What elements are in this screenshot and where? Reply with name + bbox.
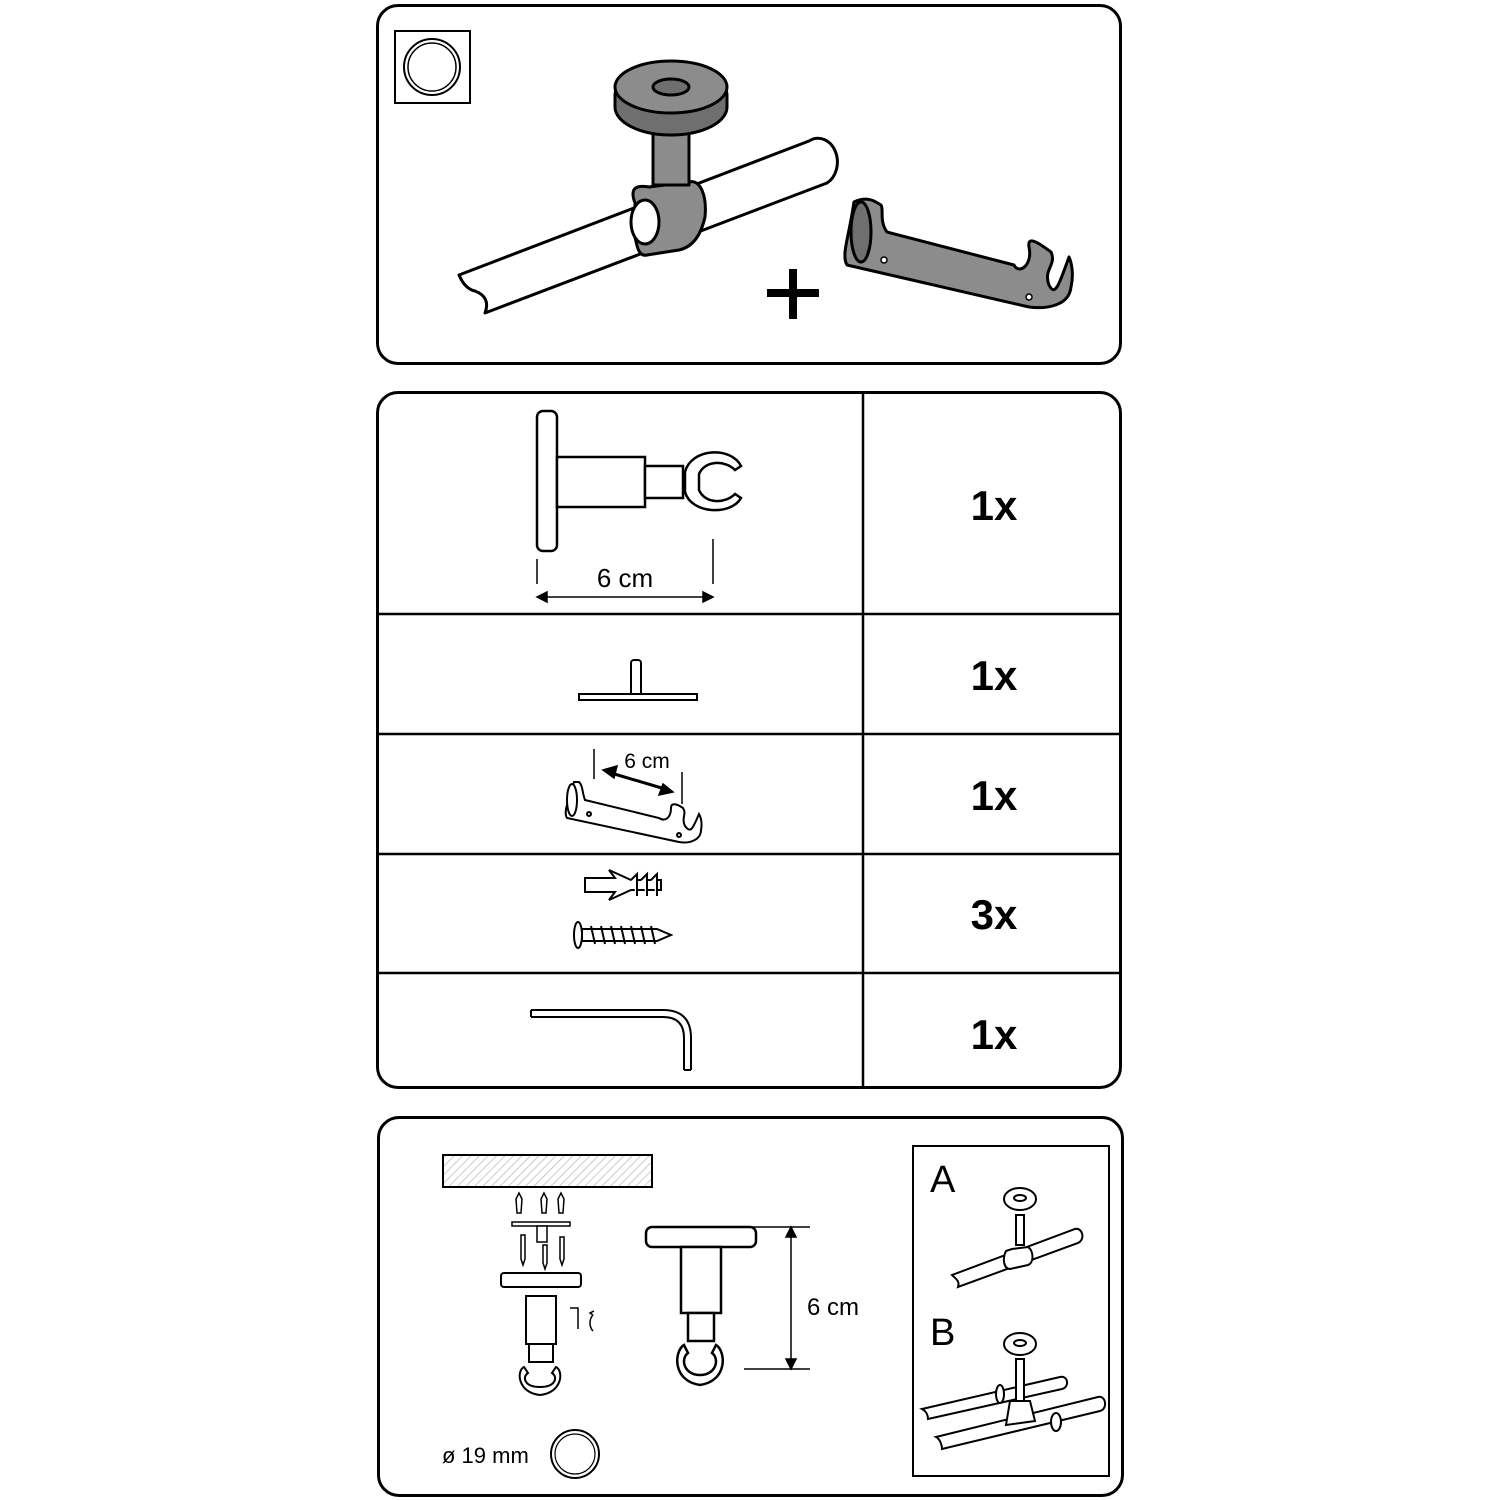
product-overview-drawing (379, 7, 1122, 365)
second-rod-holder-icon (566, 782, 702, 843)
installation-panel (377, 1116, 1124, 1497)
second-rod-holder-quantity: 1x (970, 772, 1018, 819)
allen-key-quantity: 1x (970, 1011, 1018, 1058)
rod-with-ceiling-bracket-illustration (459, 61, 837, 313)
wall-dowel-icon (585, 870, 661, 900)
ceiling-bracket-quantity: 1x (970, 482, 1018, 529)
variant-a-label: A (930, 1159, 956, 1201)
mounting-plate-quantity: 1x (970, 652, 1018, 699)
allen-key-turn-icon (570, 1308, 594, 1331)
assembled-bracket-icon (646, 1227, 756, 1385)
variant-b-label: B (930, 1312, 956, 1354)
dowels-and-screws-quantity: 3x (970, 891, 1018, 938)
mounting-plate-icon (579, 660, 697, 700)
rod-diameter-icon (551, 1430, 599, 1478)
allen-key-icon (531, 1010, 691, 1070)
ceiling-icon (443, 1155, 652, 1187)
holder-width-label: 6 cm (624, 750, 670, 773)
ceiling-bracket-icon (537, 411, 741, 551)
rod-profile-icon (395, 31, 470, 103)
installation-drawing (380, 1119, 1124, 1497)
dowels-exploded-icon (516, 1193, 564, 1213)
product-overview-panel (376, 4, 1122, 365)
bracket-width-label: 6 cm (596, 563, 654, 593)
parts-list-table (376, 391, 1122, 1089)
bracket-body-exploded-icon (520, 1296, 561, 1395)
plus-icon (767, 269, 819, 319)
diameter-label: ø 19 mm (442, 1443, 529, 1468)
height-label: 6 cm (807, 1294, 860, 1321)
bracket-base-exploded-icon (501, 1273, 581, 1287)
second-rod-holder-illustration (845, 199, 1073, 307)
height-dimension (744, 1227, 810, 1369)
screw-icon (574, 922, 671, 948)
